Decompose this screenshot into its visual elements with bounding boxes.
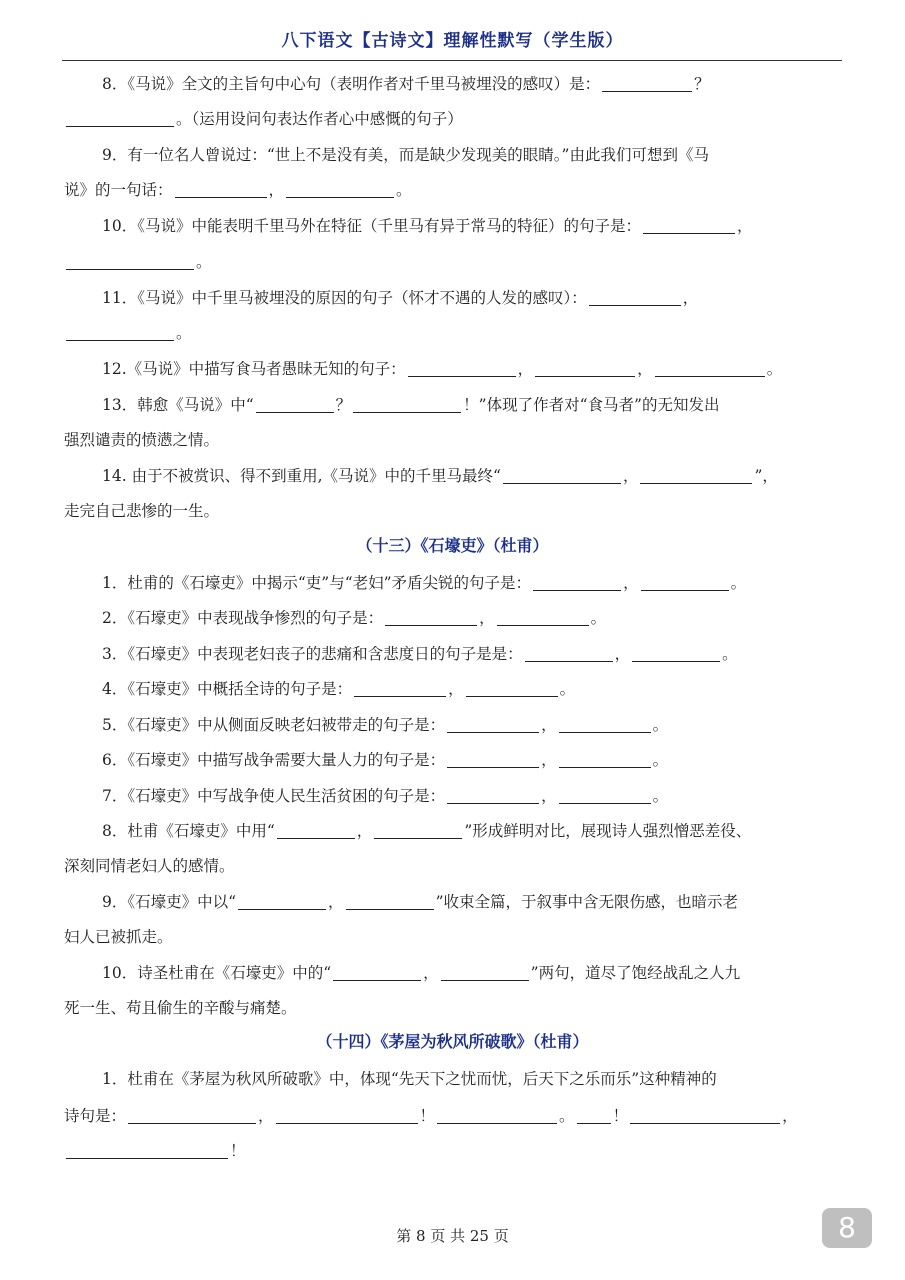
question-text: 。 (559, 680, 576, 698)
answer-blank[interactable] (466, 680, 558, 697)
question-text: ， (622, 467, 639, 485)
question-shl-2 (64, 607, 882, 629)
question-ma-12 (64, 358, 882, 380)
question-text: 3．《石壕吏》中表现老妇丧子的悲痛和含悲度日的句子是是： (102, 645, 523, 663)
section-title-maowu: （十四）《茅屋为秋风所破歌》（杜甫） (316, 1032, 589, 1051)
question-text: ， (258, 1107, 274, 1125)
question-text: 7．《石壕吏》中写战争使人民生活贫困的句子是： (102, 787, 446, 805)
question-shl-3 (64, 643, 882, 665)
question-shl-10-cont (64, 997, 844, 1019)
question-text: 9．《石壕吏》中以“ (102, 893, 237, 911)
question-shl-8 (64, 820, 882, 842)
question-text: 。 (396, 181, 412, 199)
question-text: ？ (694, 75, 710, 93)
question-text: 。 (590, 609, 607, 627)
section-title-shihaoli: （十三）《石壕吏》（杜甫） (356, 536, 549, 555)
question-text: 。（运用设问句表达作者心中感慨的句子） (176, 110, 463, 128)
question-text: ， (448, 680, 464, 698)
question-ma-13 (64, 394, 882, 416)
question-shl-1 (64, 572, 882, 594)
question-text: 14. 由于不被赏识、得不到重用,《马说》中的千里马最终“ (102, 467, 501, 485)
answer-blank[interactable] (632, 645, 720, 662)
question-ma-10 (64, 215, 882, 237)
answer-blank[interactable] (589, 289, 681, 306)
question-text: ”两句，道尽了饱经战乱之人九 (530, 964, 741, 982)
question-text: 10．《马说》中能表明千里马外在特征（千里马有异于常马的特征）的句子是： (102, 217, 641, 235)
question-text: 。 (722, 645, 738, 663)
answer-blank[interactable] (559, 716, 651, 733)
question-text: 诗句是： (64, 1107, 127, 1125)
answer-blank[interactable] (602, 75, 692, 92)
question-text: ， (517, 360, 534, 378)
question-text: ， (356, 822, 373, 840)
answer-blank[interactable] (525, 645, 613, 662)
question-text: ， (541, 716, 557, 734)
question-text: 8．杜甫《石壕吏》中用“ (102, 822, 275, 840)
answer-blank[interactable] (503, 467, 621, 484)
question-text: 。 (730, 574, 747, 592)
question-ma-13-cont (64, 429, 844, 451)
question-text: 2．《石壕吏》中表现战争惨烈的句子是： (102, 609, 384, 627)
page-footer: 第 8 页 共 25 页 (396, 1227, 509, 1245)
question-text: 。 (766, 360, 783, 378)
question-mw-1-cont2 (64, 1140, 844, 1162)
answer-blank[interactable] (354, 680, 446, 697)
answer-blank[interactable] (447, 751, 539, 768)
question-ma-11 (64, 287, 882, 309)
question-text: 5．《石壕吏》中从侧面反映老妇被带走的句子是： (102, 716, 446, 734)
answer-blank[interactable] (333, 964, 421, 981)
answer-blank[interactable] (408, 360, 516, 377)
answer-blank[interactable] (374, 822, 462, 839)
question-text: 。 (652, 751, 669, 769)
question-text: 11．《马说》中千里马被埋没的原因的句子（怀才不遇的人发的感叹）： (102, 289, 587, 307)
question-text: 6．《石壕吏》中描写战争需要大量人力的句子是： (102, 751, 446, 769)
question-ma-9-cont (64, 179, 844, 201)
question-text: ， (614, 645, 631, 663)
question-text: ， (541, 787, 557, 805)
answer-blank[interactable] (66, 1142, 228, 1159)
question-text: 13．韩愈《马说》中“ (102, 396, 254, 414)
question-text: 。 (559, 1107, 575, 1125)
answer-blank[interactable] (346, 893, 434, 910)
answer-blank[interactable] (238, 893, 326, 910)
answer-blank[interactable] (497, 609, 589, 626)
answer-blank[interactable] (286, 181, 394, 198)
question-text: ， (479, 609, 495, 627)
question-text: 1．杜甫在《茅屋为秋风所破歌》中，体现“先天下之忧而忧，后天下之乐而乐”这种精神的 (102, 1070, 717, 1088)
answer-blank[interactable] (655, 360, 765, 377)
question-text: ！ (419, 1107, 436, 1125)
question-text: ”收束全篇，于叙事中含无限伤感，也暗示老 (435, 893, 738, 911)
answer-blank[interactable] (559, 751, 651, 768)
question-shl-10 (64, 962, 882, 984)
question-mw-1-cont (64, 1105, 844, 1127)
question-text: ， (682, 289, 699, 307)
question-shl-5 (64, 714, 882, 736)
question-ma-8-cont (64, 108, 844, 130)
answer-blank[interactable] (353, 396, 461, 413)
question-shl-7 (64, 785, 882, 807)
question-text: ”形成鲜明对比，展现诗人强烈憎恶差役、 (464, 822, 752, 840)
question-shl-9 (64, 891, 882, 913)
answer-blank[interactable] (535, 360, 635, 377)
answer-blank[interactable] (385, 609, 477, 626)
answer-blank[interactable] (447, 787, 539, 804)
question-text: 9．有一位名人曾说过：“世上不是没有美，而是缺少发现美的眼睛。”由此我们可想到《马 (102, 146, 709, 164)
question-text: ”， (754, 467, 778, 485)
question-text: 走完自己悲惨的一生。 (64, 502, 220, 520)
question-text: 10．诗圣杜甫在《石壕吏》中的“ (102, 964, 332, 982)
answer-blank[interactable] (641, 574, 729, 591)
answer-blank[interactable] (276, 1107, 418, 1124)
question-text: ， (637, 360, 653, 378)
answer-blank[interactable] (559, 787, 651, 804)
question-text: 。 (176, 324, 192, 342)
answer-blank[interactable] (128, 1107, 256, 1124)
question-shl-4 (64, 678, 882, 700)
question-text: 12.《马说》中描写食马者愚昧无知的句子： (102, 360, 406, 378)
question-text: ， (268, 181, 285, 199)
question-text: 说》的一句话： (64, 181, 173, 199)
answer-blank[interactable] (643, 217, 735, 234)
question-text: ， (423, 964, 439, 982)
question-text: 8．《马说》全文的主旨句中心句（表明作者对千里马被埋没的感叹）是： (102, 75, 601, 93)
question-text: 死一生、苟且偷生的辛酸与痛楚。 (64, 999, 297, 1017)
question-text: 深刻同情老妇人的感情。 (64, 857, 235, 875)
question-text: ！ (612, 1107, 629, 1125)
question-text: 妇人已被抓走。 (64, 928, 173, 946)
question-text: 。 (652, 716, 669, 734)
page-number-badge: 8 (822, 1208, 872, 1248)
document-header-title: 八下语文【古诗文】理解性默写（学生版） (281, 31, 624, 51)
answer-blank[interactable] (66, 253, 194, 270)
question-text: ？ (335, 396, 352, 414)
answer-blank[interactable] (437, 1107, 557, 1124)
question-text: ， (328, 893, 344, 911)
question-shl-6 (64, 749, 882, 771)
question-text: ， (782, 1107, 798, 1125)
question-ma-11-cont (64, 322, 844, 344)
answer-blank[interactable] (533, 574, 621, 591)
question-ma-14 (64, 465, 882, 487)
question-shl-9-cont (64, 926, 844, 948)
question-text: 1．杜甫的《石壕吏》中揭示“吏”与“老妇”矛盾尖锐的句子是： (102, 574, 532, 592)
question-text: ， (541, 751, 557, 769)
question-ma-10-cont (64, 251, 844, 273)
question-text: ， (623, 574, 639, 592)
question-ma-9 (64, 144, 882, 166)
answer-blank[interactable] (175, 181, 267, 198)
answer-blank[interactable] (66, 110, 174, 127)
question-text: 强烈谴责的愤懑之情。 (64, 431, 220, 449)
question-text: ！ (230, 1142, 246, 1160)
answer-blank[interactable] (577, 1107, 611, 1124)
question-mw-1 (64, 1068, 882, 1090)
answer-blank[interactable] (277, 822, 355, 839)
question-ma-14-cont (64, 500, 844, 522)
answer-blank[interactable] (256, 396, 334, 413)
question-text: ！”体现了作者对“食马者”的无知发出 (463, 396, 720, 414)
question-ma-8 (64, 73, 882, 95)
answer-blank[interactable] (441, 964, 529, 981)
question-text: 4．《石壕吏》中概括全诗的句子是： (102, 680, 353, 698)
answer-blank[interactable] (630, 1107, 780, 1124)
answer-blank[interactable] (447, 716, 539, 733)
question-text: 。 (652, 787, 669, 805)
answer-blank[interactable] (640, 467, 752, 484)
question-text: 。 (196, 253, 212, 271)
question-text: ， (736, 217, 753, 235)
question-shl-8-cont (64, 855, 844, 877)
answer-blank[interactable] (66, 324, 174, 341)
